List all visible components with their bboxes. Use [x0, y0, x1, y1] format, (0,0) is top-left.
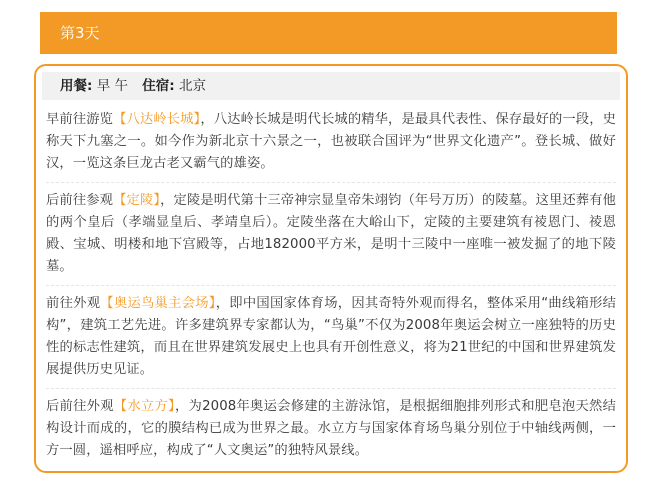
- stay-value: 北京: [179, 78, 206, 94]
- paragraph-text: ，定陵是明代第十三帝神宗显皇帝朱翊钧（年号万历）的陵墓。这里还葬有他的两个皇后（孝端显皇后、孝靖皇后）。定陵坐落在大峪山下，定陵的主要建筑有祾恩门、祾恩殿、宝城、明楼和地下宫殿等，占地182000平方米，是明十三陵中一座唯一被发掘了的地下陵墓。: [46, 193, 617, 274]
- paragraph-intro: 前往外观: [46, 296, 101, 311]
- paragraph-text: ，即中国国家体育场，因其奇特外观而得名，整体采用“曲线箱形结构”，建筑工艺先进。许多建筑界专家都认为，“鸟巢”不仅为2008年奥运会树立一座独特的历史性的标志性建筑，而且在世界建筑发展史上也具有开创性意义，将为21世纪的中国和世界建筑发展提供历史见证。: [46, 296, 617, 377]
- paragraph-badaling: 早前往游览【八达岭长城】，八达岭长城是明代长城的精华，是最具代表性、保存最好的一段，史称天下九塞之一。如今作为新北京十六景之一，也被联合国评为“世界文化遗产”。登长城、做好汉，一览这条巨龙古老又霸气的雄姿。: [46, 102, 616, 183]
- spot-link-badaling[interactable]: 八达岭长城: [126, 112, 194, 127]
- day-itinerary-card: [34, 64, 628, 473]
- day-header: [40, 12, 617, 54]
- meal-label: 用餐:: [60, 78, 93, 94]
- spot-link-water-cube[interactable]: 水立方: [127, 399, 169, 414]
- itinerary-content: [46, 102, 616, 469]
- paragraph-intro: 早前往游览: [46, 112, 114, 127]
- paragraph-water-cube: 后前往外观【水立方】，为2008年奥运会修建的主游泳馆，是根据细胞排列形式和肥皂泡天然结构设计而成的，它的膜结构已成为世界之最。水立方与国家体育场鸟巢分别位于中轴线两侧，一方一圆，遥相呼应，构成了“人文奥运”的独特风景线。: [46, 399, 616, 458]
- stay-label: 住宿:: [142, 78, 175, 94]
- meal-stay-bar: [42, 72, 620, 100]
- day-title: 第3天: [60, 24, 100, 42]
- paragraph-text: ，为2008年奥运会修建的主游泳馆，是根据细胞排列形式和肥皂泡天然结构设计而成的，它的膜结构已成为世界之最。水立方与国家体育场鸟巢分别位于中轴线两侧，一方一圆，遥相呼应，构成了“人文奥运”的独特风景线。: [46, 399, 616, 458]
- spot-link-birds-nest[interactable]: 奥运鸟巢主会场: [113, 296, 209, 311]
- spot-link-dingling[interactable]: 定陵: [126, 193, 154, 208]
- paragraph-dingling: 后前往参观【定陵】，定陵是明代第十三帝神宗显皇帝朱翊钧（年号万历）的陵墓。这里还葬有他的两个皇后（孝端显皇后、孝靖皇后）。定陵坐落在大峪山下，定陵的主要建筑有祾恩门、祾恩殿、宝城、明楼和地下宫殿等，占地182000平方米，是明十三陵中一座唯一被发掘了的地下陵墓。: [46, 183, 616, 286]
- paragraph-birds-nest: 前往外观【奥运鸟巢主会场】，即中国国家体育场，因其奇特外观而得名，整体采用“曲线箱形结构”，建筑工艺先进。许多建筑界专家都认为，“鸟巢”不仅为2008年奥运会树立一座独特的历史性的标志性建筑，而且在世界建筑发展史上也具有开创性意义，将为21世纪的中国和世界建筑发展提供历史见证。: [46, 286, 616, 389]
- paragraph-intro: 后前往参观: [46, 193, 114, 208]
- paragraph-intro: 后前往外观: [46, 399, 114, 414]
- meal-value: 早 午: [96, 78, 128, 94]
- paragraph-text: ，八达岭长城是明代长城的精华，是最具代表性、保存最好的一段，史称天下九塞之一。如今作为新北京十六景之一，也被联合国评为“世界文化遗产”。登长城、做好汉，一览这条巨龙古老又霸气的雄姿。: [46, 112, 617, 171]
